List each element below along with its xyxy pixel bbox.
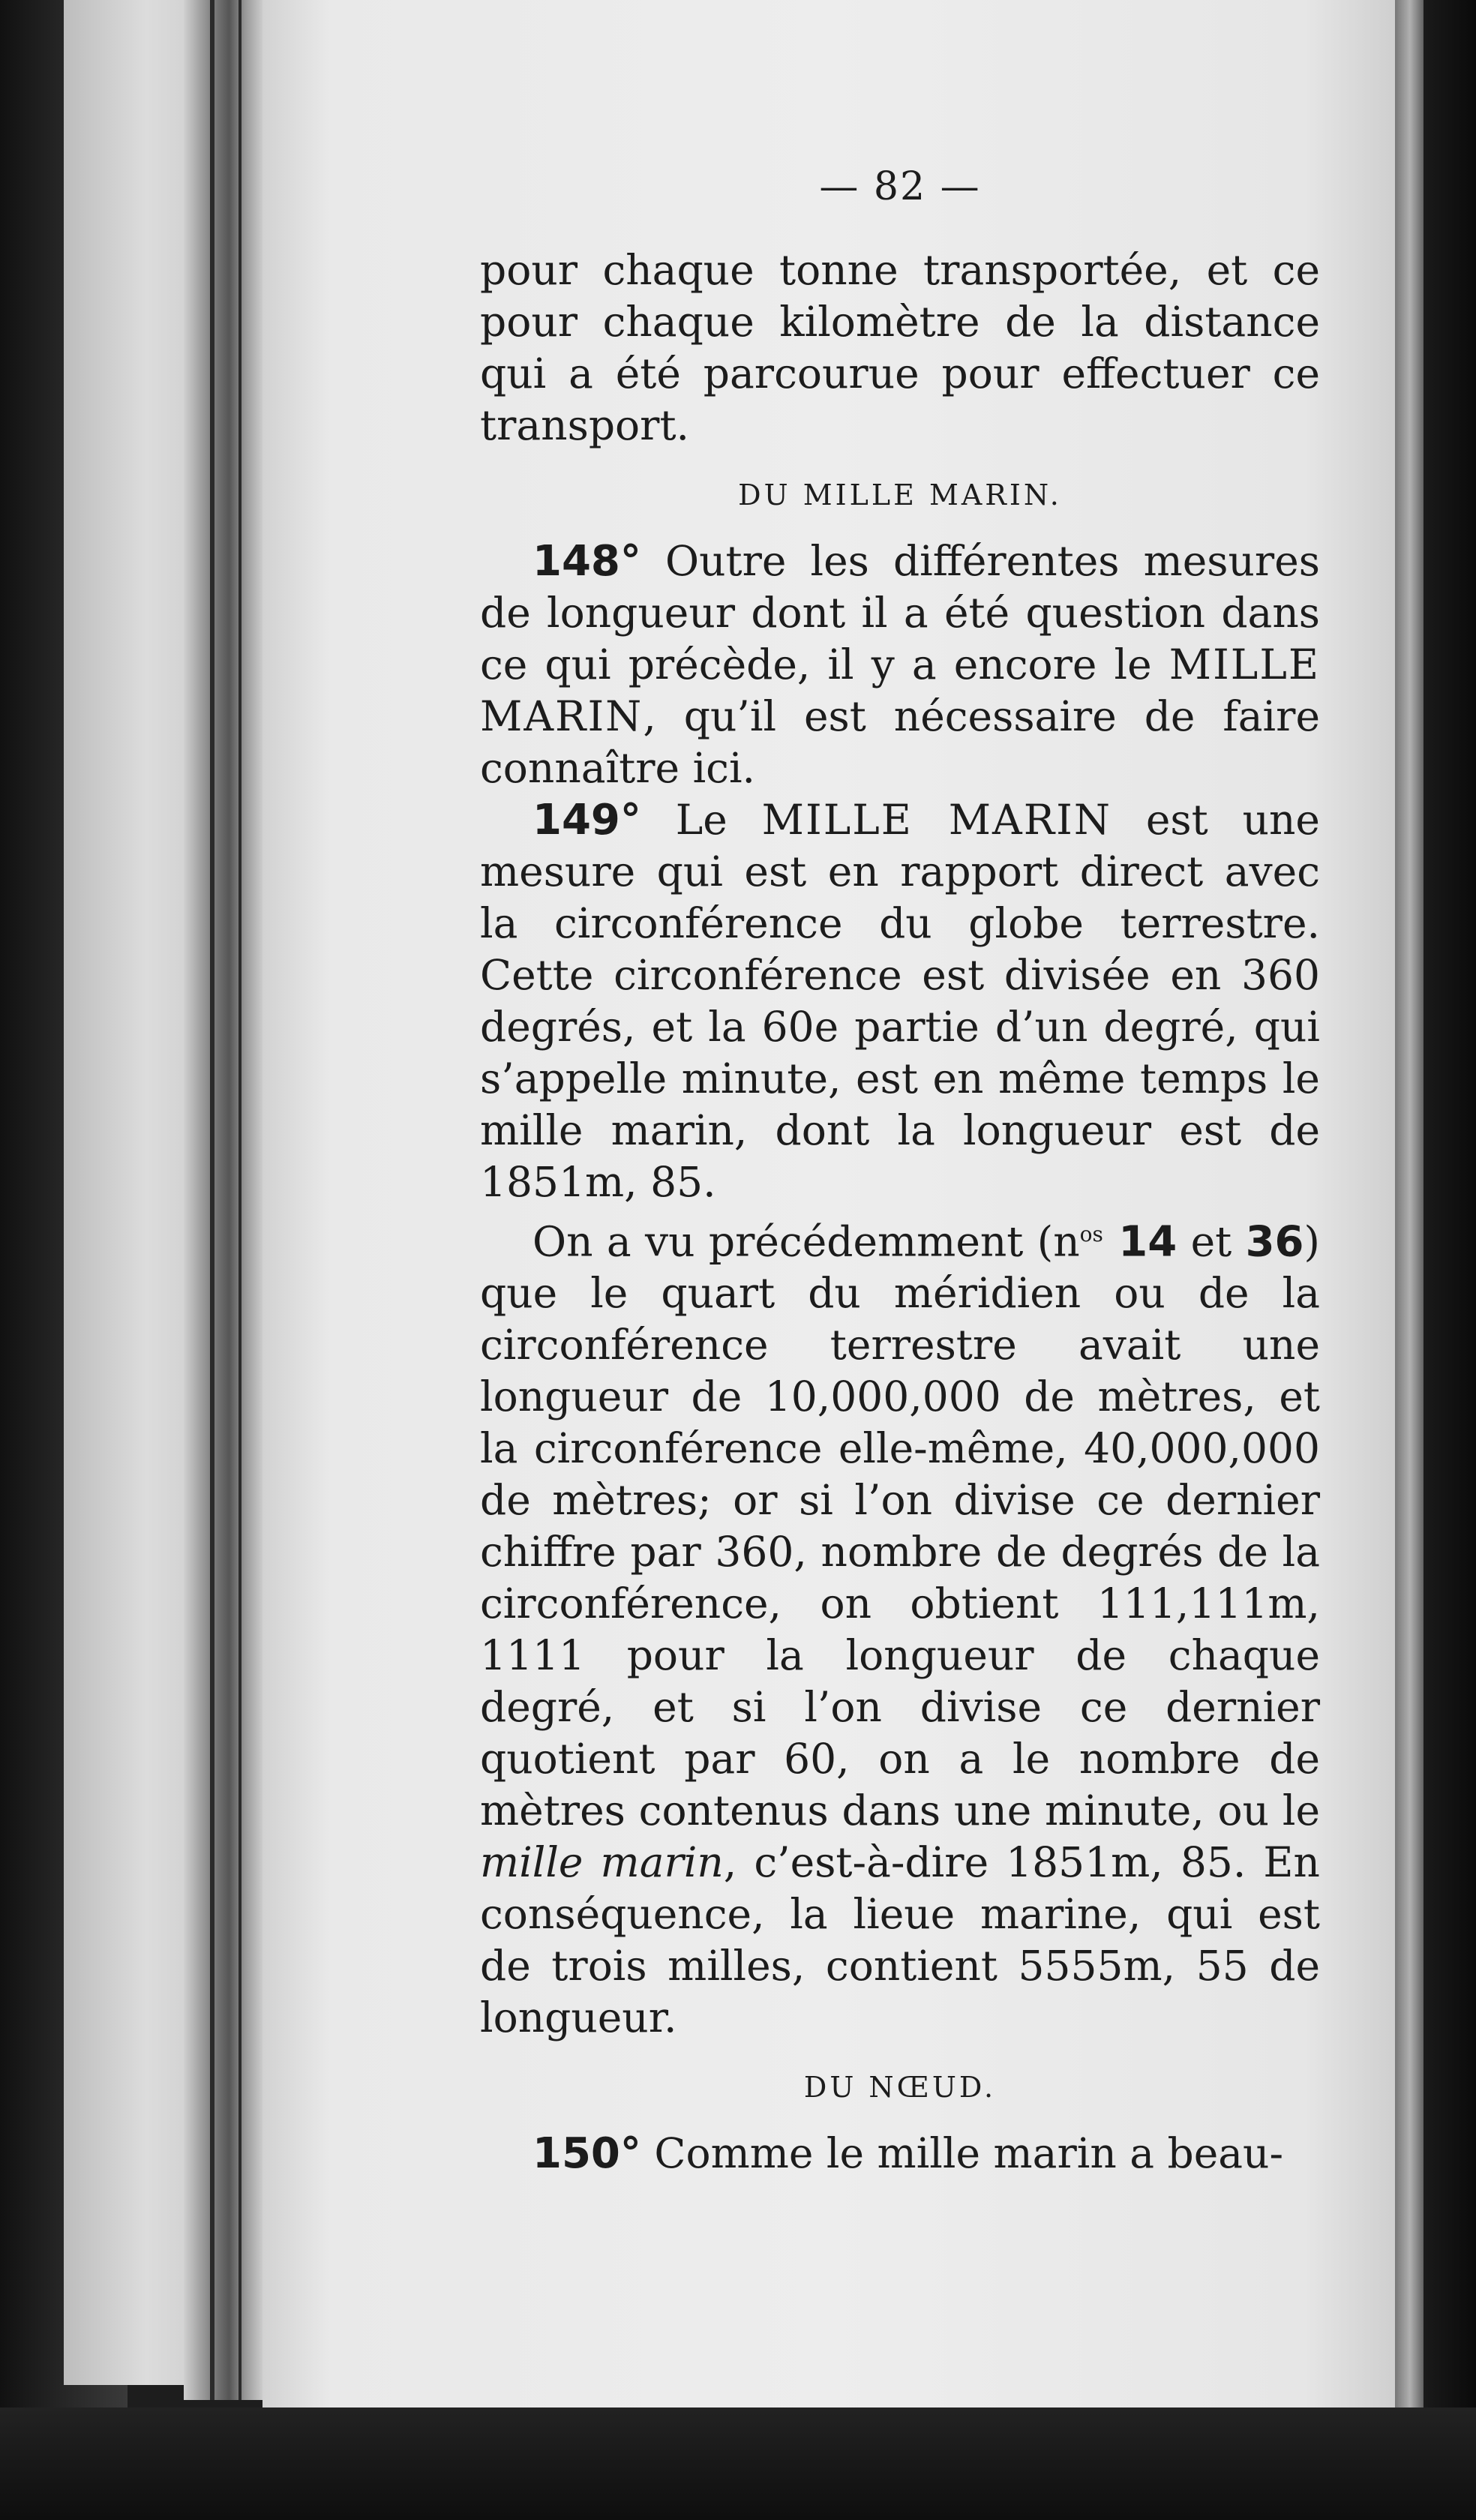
paragraph-on-a-vu: [480, 1208, 1320, 2044]
book-gutter: [184, 0, 266, 2400]
paragraph-text: , qu’il est nécessaire de faire connaître ici.: [480, 692, 1320, 792]
paragraph-text: ) que le quart du méridien ou de la circonférence terrestre avait une longueur de 10,000,000 de mètres, et la circonférence elle-même, 40,000,000 de mètres; or si l’on divise ce dernier chiffre par 360, nombre de degrés de la circonférence, on obtient 111,111m, 1111 pour la longueur de chaque degré, et si l’on divise ce dernier quotient par 60, on a le nombre de mètres contenus dans une minute, ou le: [480, 1217, 1320, 1835]
gutter-shadow-line: [238, 0, 242, 2400]
reference-number: 14: [1102, 1217, 1178, 1267]
paragraph-149: [480, 794, 1320, 1208]
paragraph-text: On a vu précédemment (n: [532, 1217, 1080, 1266]
page-number: — 82 —: [819, 164, 981, 209]
paragraph-continuation: pour chaque tonne transportée, et ce pour chaque kilomètre de la distance qui a été parcourue pour effectuer ce transport.: [480, 246, 1320, 449]
page-text: [480, 161, 1320, 2180]
paragraph-text: est une mesure qui est en rapport direct avec la circonférence du globe terrestre. Cette circonférence est divisée en 360 degrés, et la 60e partie d’un degré, qui s’appelle minute, est en même temps le mille marin, dont la longueur est de 1851m, 85.: [480, 796, 1320, 1206]
small-caps-term: MILLE MARIN: [761, 796, 1112, 844]
paragraph-text: et: [1177, 1217, 1246, 1266]
small-caps-term: MILLE MARIN: [480, 640, 1320, 740]
scan-background-bottom: [0, 2408, 1476, 2520]
paragraph-number: 149°: [532, 796, 641, 844]
paragraph-text: Le: [640, 796, 762, 844]
scan-background-right: [1424, 0, 1476, 2520]
page-right-edge: [1395, 0, 1425, 2415]
gutter-shadow-line: [210, 0, 214, 2400]
reference-number: 36: [1245, 1217, 1304, 1267]
section-heading-mille-marin: DU MILLE MARIN.: [738, 478, 1062, 512]
paragraph-number: 148°: [532, 537, 641, 586]
italic-term: mille marin: [480, 1838, 724, 1887]
paragraph-text: , c’est-à-dire 1851m, 85. En conséquence, la lieue marine, qui est de trois milles, contient 5555m, 55 de longueur.: [480, 1838, 1320, 2042]
paragraph-148: [480, 536, 1320, 794]
paragraph-text: Comme le mille marin a beau-: [640, 2129, 1284, 2178]
paragraph-150: [480, 2128, 1320, 2180]
superscript: os: [1079, 1222, 1103, 1246]
section-heading-noeud: DU NŒUD.: [803, 2071, 997, 2104]
paragraph-text: Outre les différentes mesures de longueur dont il a été question dans ce qui précède, il y a encore le: [480, 537, 1320, 688]
paragraph-number: 150°: [532, 2129, 641, 2179]
